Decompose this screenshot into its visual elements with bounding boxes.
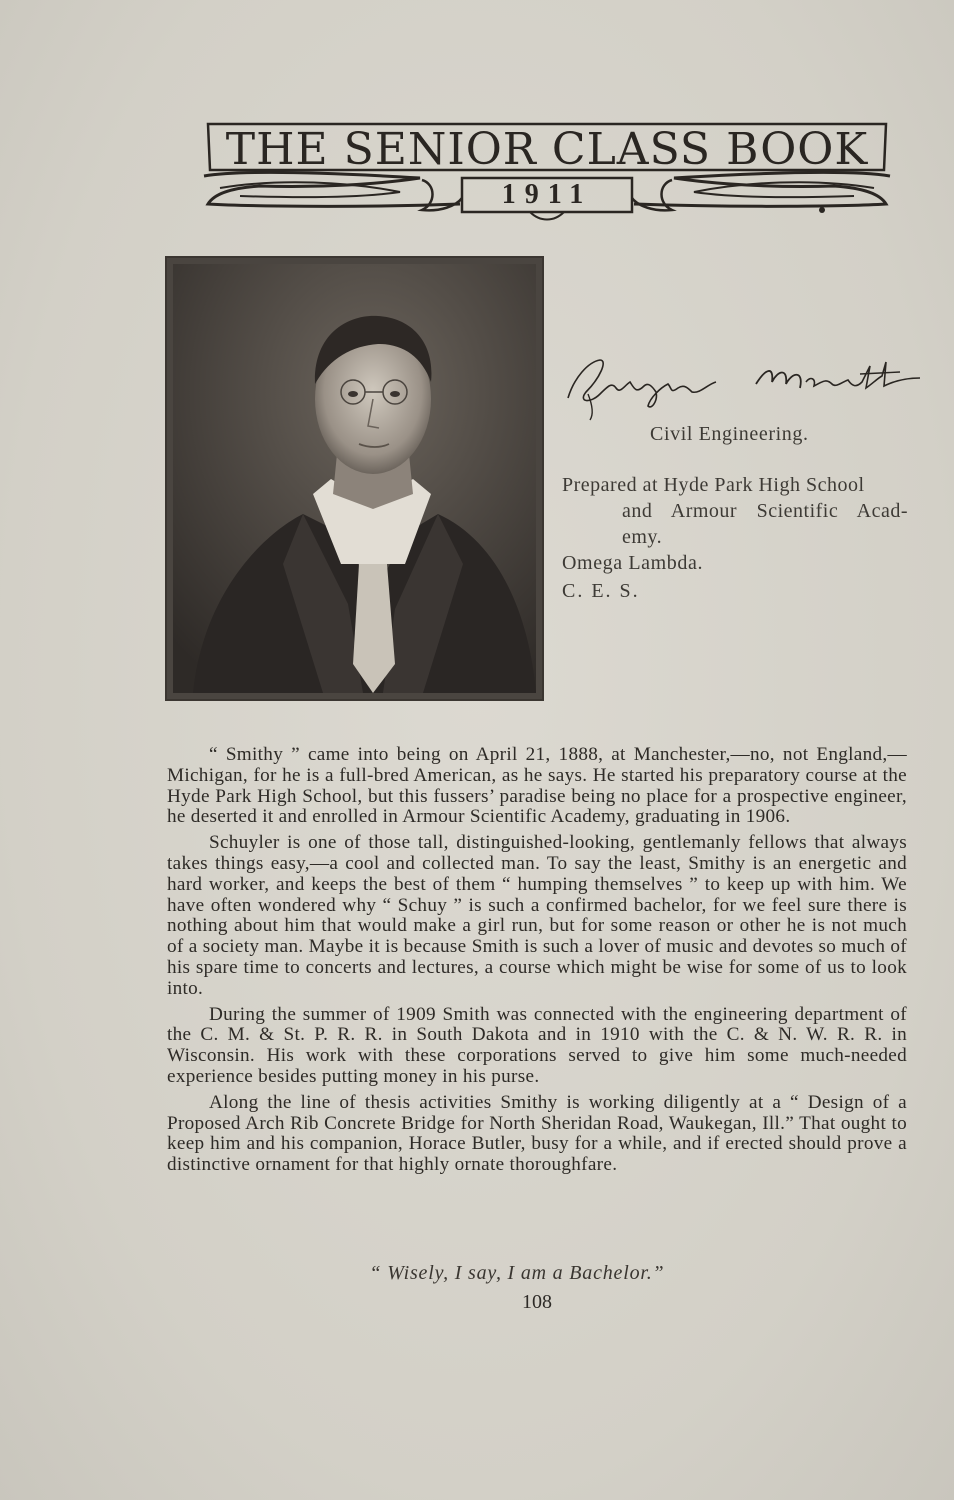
- prepared-line-2: and Armour Scientific Acad-: [622, 500, 908, 522]
- prepared-line-1: Prepared at Hyde Park High School: [562, 474, 865, 496]
- fraternity: Omega Lambda.: [562, 552, 704, 574]
- prepared-at: [562, 472, 908, 550]
- page-number: 108: [522, 1291, 552, 1313]
- portrait-illustration: [173, 264, 536, 693]
- biography-text: [167, 745, 907, 1181]
- paragraph-1: “ Smithy ” came into being on April 21, 1888, at Manchester,—no, not England,—Michigan, for he is a full-bred American, as he says. He started his preparatory course at the Hyde Park High School, but this fussers’ paradise being no place for a prospective engineer, he deserted it and enrolled in Armour Scientific Academy, graduating in 1906.: [167, 744, 907, 828]
- paragraph-4: Along the line of thesis activities Smithy is working diligently at a “ Design of a Proposed Arch Rib Concrete Bridge for North Sheridan Road, Waukegan, Ill.” That ought to keep him and his companion, Horace Butler, busy for a while, and if erected should prove a distinctive ornament for that highly ornate thoroughfare.: [167, 1091, 907, 1176]
- paragraph-3: During the summer of 1909 Smith was connected with the engineering department of the C. M. & St. P. R. R. in South Dakota and in 1910 with the C. & N. W. R. R. in Wisconsin. His work with these corporations served to give him some much-needed experience besides putting money in his purse.: [167, 1003, 907, 1087]
- prepared-line-3: emy.: [622, 526, 663, 548]
- paragraph-2: Schuyler is one of those tall, distinguished-looking, gentlemanly fellows that always takes things easy,—a cool and collected man. To say the least, Smithy is an energetic and hard worker, and keeps the best of them “ humping themselves ” to keep up with him. We have often wondered why “ Schuy ” is such a confirmed bachelor, for we feel sure there is nothing about him that would make a girl run, but for some reason or other he is not much of a society man. Maybe it is because Smith is such a lover of music and devotes so much of his spare time to concerts and lectures, a course which might be wise for some of us to look into.: [167, 832, 907, 999]
- course-of-study: Civil Engineering.: [650, 423, 809, 445]
- portrait-frame: [165, 256, 544, 701]
- signature: [560, 348, 930, 428]
- closing-quote: “ Wisely, I say, I am a Bachelor.”: [369, 1262, 665, 1284]
- book-title: THE SENIOR CLASS BOOK: [225, 124, 869, 175]
- header-banner: [200, 118, 894, 228]
- portrait-photo-icon: [173, 264, 536, 693]
- society: C. E. S.: [562, 580, 640, 602]
- book-year: 1911: [501, 179, 593, 210]
- handwritten-signature-icon: [560, 348, 930, 428]
